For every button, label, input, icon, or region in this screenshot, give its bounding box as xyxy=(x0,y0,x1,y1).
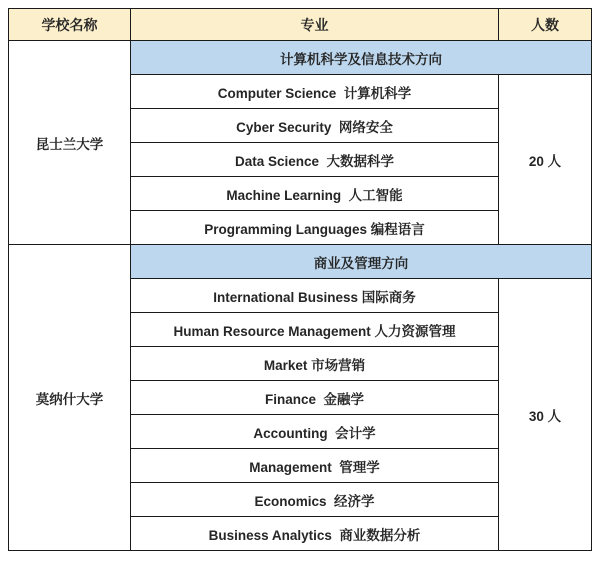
program-cell-market: Market 市场营销 xyxy=(131,347,499,381)
header-cell-school-name: 学校名称 xyxy=(9,9,131,41)
header-cell-count: 人数 xyxy=(499,9,592,41)
program-cell-data-science: Data Science 大数据科学 xyxy=(131,143,499,177)
direction-header-business: 商业及管理方向 xyxy=(131,245,592,279)
school-name-monash: 莫纳什大学 xyxy=(9,245,131,551)
program-cell-management: Management 管理学 xyxy=(131,449,499,483)
table-header-row xyxy=(9,9,592,41)
school-programs-table xyxy=(8,8,592,551)
program-cell-international-business: International Business 国际商务 xyxy=(131,279,499,313)
direction-row-business xyxy=(9,245,592,279)
program-cell-machine-learning: Machine Learning 人工智能 xyxy=(131,177,499,211)
program-cell-cyber-security: Cyber Security 网络安全 xyxy=(131,109,499,143)
program-cell-programming-languages: Programming Languages 编程语言 xyxy=(131,211,499,245)
direction-header-cs-it: 计算机科学及信息技术方向 xyxy=(131,41,592,75)
program-cell-human-resource-management: Human Resource Management 人力资源管理 xyxy=(131,313,499,347)
program-cell-finance: Finance 金融学 xyxy=(131,381,499,415)
count-cell-monash: 30 人 xyxy=(499,279,592,551)
count-cell-queensland: 20 人 xyxy=(499,75,592,245)
program-cell-accounting: Accounting 会计学 xyxy=(131,415,499,449)
school-name-queensland: 昆士兰大学 xyxy=(9,41,131,245)
direction-row-cs-it xyxy=(9,41,592,75)
program-cell-economics: Economics 经济学 xyxy=(131,483,499,517)
header-cell-major: 专业 xyxy=(131,9,499,41)
program-cell-computer-science: Computer Science 计算机科学 xyxy=(131,75,499,109)
program-cell-business-analytics: Business Analytics 商业数据分析 xyxy=(131,517,499,551)
